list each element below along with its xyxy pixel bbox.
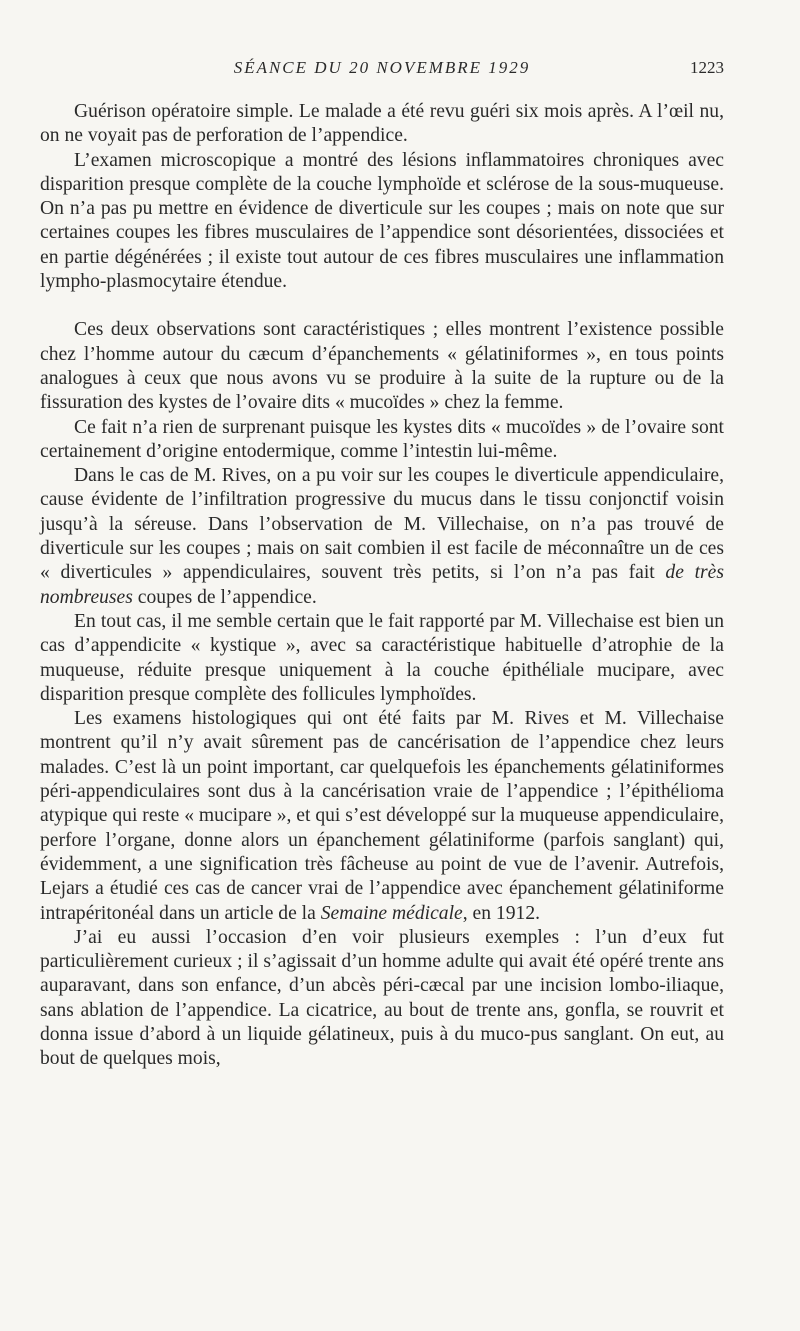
running-title: SÉANCE DU 20 NOVEMBRE 1929 xyxy=(233,58,531,77)
paragraph-7-italic: Semaine médicale xyxy=(320,902,463,924)
page-number: 1223 xyxy=(690,58,724,77)
paragraph-8: J’ai eu aussi l’occasion d’en voir plusieurs exemples : l’un d’eux fut particulièrement curieux ; il s’agissait d’un homme adulte qui avait été opéré trente ans auparavant, dans son enfance, d’un abcès péri-cæcal par une incision lombo-iliaque, sans ablation de l’appendice. La cicatrice, au bout de trente ans, gonfla, se rouvrit et donna issue d’abord à un liquide gélatineux, puis à du muco-pus sanglant. On eut, au bout de quelques mois, xyxy=(40,926,724,1070)
paragraph-3: Ces deux observations sont caractéristiques ; elles montrent l’existence possible chez l’homme autour du cæcum d’épanchements « gélatiniformes », en tous points analogues à ceux que nous avons vu se produire à la suite de la rupture ou de la fissuration des kystes de l’ovaire dits « mucoïdes » chez la femme. xyxy=(40,319,724,414)
paragraph-1: Guérison opératoire simple. Le malade a été revu guéri six mois après. A l’œil nu, on ne voyait pas de perforation de l’appendice. xyxy=(40,101,724,147)
paragraph-7-text-a: Les examens histologiques qui ont été faits par M. Rives et M. Villechaise montrent qu’il n’y avait sûrement pas de cancérisation de l’appendice chez leurs malades. C’est là un point important, car quelquefois les épanchements gélatiniformes péri-appendiculaires sont dus à la cancérisation vraie de l’appendice ; l’épithélioma atypique qui reste « mucipare », et qui s’est développé sur la muqueuse appendiculaire, perfore l’organe, donne alors un épanchement gélatiniforme (parfois sanglant) qui, évidemment, a une signification très fâcheuse au point de vue de l’avenir. Autrefois, Lejars a étudié ces cas de cancer vrai de l’appendice avec épanchement gélatiniforme intrapéritonéal dans un article de la xyxy=(40,708,724,924)
paragraph-5-italic: de très nombreuses xyxy=(40,562,724,608)
paragraph-5-text-b: coupes de l’appendice. xyxy=(132,586,317,608)
paragraph-5-text-a: Dans le cas de M. Rives, on a pu voir sur les coupes le diverticule appendiculaire, cause évidente de l’infiltration progressive du mucus dans le tissu conjonctif voisin jusqu’à la séreuse. Dans l’observation de M. Villechaise, on n’a pas trouvé de diverticule sur les coupes ; mais on sait combien il est facile de méconnaître un de ces « diverticules » appendiculaires, souvent très petits, si l’on n’a pas fait xyxy=(40,465,724,584)
body-text xyxy=(40,100,724,1072)
paragraph-4: Ce fait n’a rien de surprenant puisque les kystes dits « mucoïdes » de l’ovaire sont certainement d’origine entodermique, comme l’intestin lui-même. xyxy=(40,416,724,462)
paragraph-2: L’examen microscopique a montré des lésions inflammatoires chroniques avec disparition presque complète de la couche lymphoïde et sclérose de la sous-muqueuse. On n’a pas pu mettre en évidence de diverticule sur les coupes ; mais on note que sur certaines coupes les fibres musculaires de l’appendice sont désorientées, dissociées et en partie dégénérées ; il existe tout autour de ces fibres musculaires une inflammation lympho-plasmocytaire étendue. xyxy=(40,149,724,293)
paragraph-6: En tout cas, il me semble certain que le fait rapporté par M. Villechaise est bien un cas d’appendicite « kystique », avec sa caractéristique habituelle d’atrophie de la muqueuse, réduite presque uniquement à la couche épithéliale mucipare, avec disparition presque complète des follicules lymphoïdes. xyxy=(40,610,724,705)
page-header xyxy=(40,58,724,84)
paragraph-7 xyxy=(40,707,724,926)
paragraph-7-text-b: , en 1912. xyxy=(462,902,541,924)
paragraph-5 xyxy=(40,464,724,610)
